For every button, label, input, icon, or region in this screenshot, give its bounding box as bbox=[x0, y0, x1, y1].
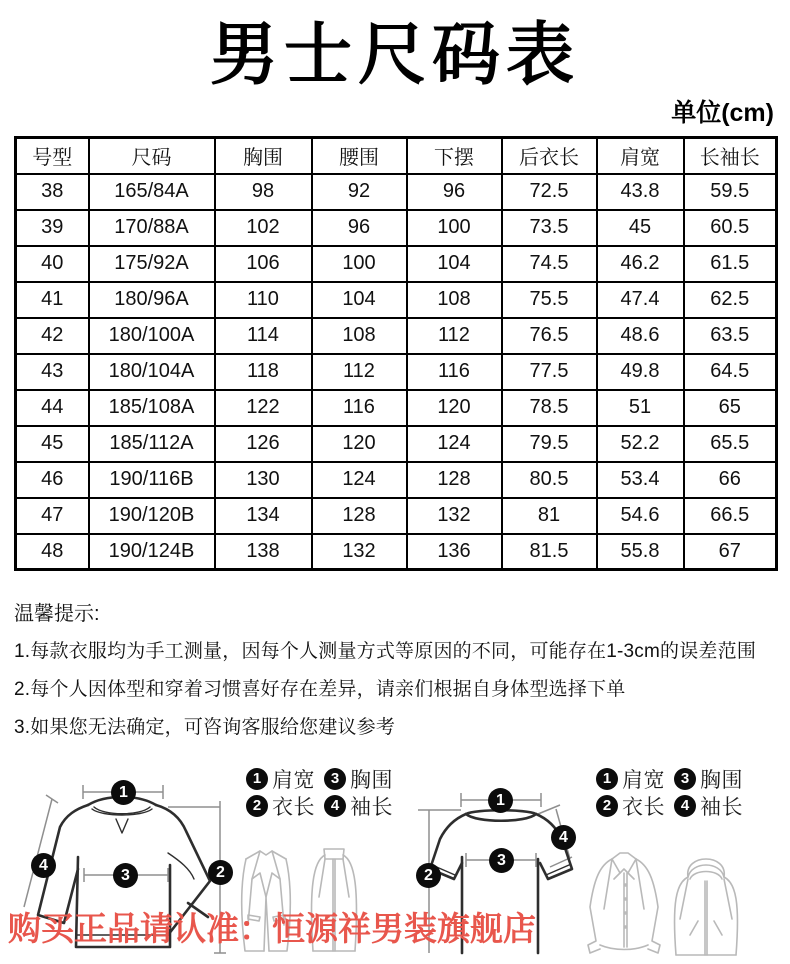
table-cell: 47 bbox=[16, 498, 89, 534]
legend-label: 袖长 bbox=[350, 795, 393, 819]
legend-label: 胸围 bbox=[700, 768, 743, 792]
size-table bbox=[14, 136, 778, 571]
legend-label: 肩宽 bbox=[272, 768, 315, 792]
table-cell: 180/100A bbox=[89, 318, 215, 354]
table-cell: 38 bbox=[16, 174, 89, 210]
size-table-body bbox=[16, 174, 777, 570]
column-header: 胸围 bbox=[215, 138, 312, 174]
legend-label: 袖长 bbox=[700, 795, 743, 819]
table-cell: 59.5 bbox=[684, 174, 777, 210]
marker-shoulder: 1 bbox=[111, 780, 136, 805]
table-cell: 66 bbox=[684, 462, 777, 498]
table-cell: 102 bbox=[215, 210, 312, 246]
table-cell: 44 bbox=[16, 390, 89, 426]
table-cell: 54.6 bbox=[597, 498, 684, 534]
hoodie-sketch bbox=[666, 843, 746, 964]
table-cell: 63.5 bbox=[684, 318, 777, 354]
table-cell: 98 bbox=[215, 174, 312, 210]
table-cell: 106 bbox=[215, 246, 312, 282]
table-cell: 81.5 bbox=[502, 534, 597, 570]
tip-line: 3.如果您无法确定，可咨询客服给您建议参考 bbox=[14, 717, 396, 738]
column-header: 下摆 bbox=[407, 138, 502, 174]
tips-section bbox=[14, 595, 790, 747]
table-cell: 67 bbox=[684, 534, 777, 570]
table-cell: 51 bbox=[597, 390, 684, 426]
table-cell: 190/116B bbox=[89, 462, 215, 498]
number-badge-icon: 4 bbox=[674, 795, 696, 817]
marker-length: 2 bbox=[208, 860, 233, 885]
table-cell: 136 bbox=[407, 534, 502, 570]
column-header: 号型 bbox=[16, 138, 89, 174]
table-cell: 49.8 bbox=[597, 354, 684, 390]
table-row bbox=[16, 318, 777, 354]
column-header: 肩宽 bbox=[597, 138, 684, 174]
measure-legend bbox=[596, 765, 752, 819]
table-cell: 43 bbox=[16, 354, 89, 390]
table-cell: 180/104A bbox=[89, 354, 215, 390]
table-row bbox=[16, 462, 777, 498]
number-badge-icon: 1 bbox=[596, 768, 618, 790]
number-badge-icon: 2 bbox=[246, 795, 268, 817]
table-cell: 45 bbox=[597, 210, 684, 246]
table-cell: 77.5 bbox=[502, 354, 597, 390]
legend-item bbox=[246, 764, 315, 794]
table-cell: 47.4 bbox=[597, 282, 684, 318]
page-title: 男士尺码表 bbox=[209, 17, 580, 93]
table-cell: 132 bbox=[407, 498, 502, 534]
marker-sleeve: 4 bbox=[31, 853, 56, 878]
table-cell: 128 bbox=[312, 498, 407, 534]
marker-chest: 3 bbox=[489, 848, 514, 873]
table-cell: 175/92A bbox=[89, 246, 215, 282]
legend-label: 衣长 bbox=[272, 795, 315, 819]
table-cell: 185/108A bbox=[89, 390, 215, 426]
table-row bbox=[16, 426, 777, 462]
table-cell: 118 bbox=[215, 354, 312, 390]
measure-legend bbox=[246, 765, 402, 819]
table-cell: 52.2 bbox=[597, 426, 684, 462]
table-cell: 72.5 bbox=[502, 174, 597, 210]
table-cell: 75.5 bbox=[502, 282, 597, 318]
marker-sleeve: 4 bbox=[551, 825, 576, 850]
table-cell: 190/124B bbox=[89, 534, 215, 570]
table-cell: 126 bbox=[215, 426, 312, 462]
table-cell: 128 bbox=[407, 462, 502, 498]
legend-item bbox=[596, 764, 665, 794]
legend-item bbox=[324, 764, 393, 794]
table-cell: 120 bbox=[407, 390, 502, 426]
table-cell: 78.5 bbox=[502, 390, 597, 426]
table-cell: 39 bbox=[16, 210, 89, 246]
table-row bbox=[16, 354, 777, 390]
table-cell: 134 bbox=[215, 498, 312, 534]
table-cell: 132 bbox=[312, 534, 407, 570]
legend-item bbox=[246, 791, 315, 821]
table-cell: 55.8 bbox=[597, 534, 684, 570]
table-cell: 108 bbox=[312, 318, 407, 354]
column-header: 腰围 bbox=[312, 138, 407, 174]
number-badge-icon: 4 bbox=[324, 795, 346, 817]
table-cell: 185/112A bbox=[89, 426, 215, 462]
table-cell: 74.5 bbox=[502, 246, 597, 282]
marker-length: 2 bbox=[416, 863, 441, 888]
table-cell: 165/84A bbox=[89, 174, 215, 210]
legend-label: 胸围 bbox=[350, 768, 393, 792]
table-cell: 76.5 bbox=[502, 318, 597, 354]
table-cell: 104 bbox=[312, 282, 407, 318]
table-cell: 46 bbox=[16, 462, 89, 498]
number-badge-icon: 3 bbox=[674, 768, 696, 790]
table-row bbox=[16, 498, 777, 534]
table-cell: 92 bbox=[312, 174, 407, 210]
table-row bbox=[16, 282, 777, 318]
table-cell: 43.8 bbox=[597, 174, 684, 210]
authenticity-notice: 购买正品请认准：恒源祥男装旗舰店 bbox=[8, 910, 536, 947]
table-cell: 65 bbox=[684, 390, 777, 426]
column-header: 长袖长 bbox=[684, 138, 777, 174]
table-cell: 116 bbox=[407, 354, 502, 390]
table-row bbox=[16, 534, 777, 570]
tips-list bbox=[14, 633, 790, 747]
table-cell: 100 bbox=[407, 210, 502, 246]
table-cell: 79.5 bbox=[502, 426, 597, 462]
legend-label: 衣长 bbox=[622, 795, 665, 819]
tip-line: 2.每个人因体型和穿着习惯喜好存在差异，请亲们根据自身体型选择下单 bbox=[14, 679, 626, 700]
table-row bbox=[16, 246, 777, 282]
legend-item bbox=[324, 791, 393, 821]
table-cell: 62.5 bbox=[684, 282, 777, 318]
legend-item bbox=[674, 764, 743, 794]
table-cell: 170/88A bbox=[89, 210, 215, 246]
table-cell: 66.5 bbox=[684, 498, 777, 534]
table-row bbox=[16, 390, 777, 426]
table-cell: 120 bbox=[312, 426, 407, 462]
table-cell: 48 bbox=[16, 534, 89, 570]
table-cell: 114 bbox=[215, 318, 312, 354]
column-header: 后衣长 bbox=[502, 138, 597, 174]
table-cell: 112 bbox=[312, 354, 407, 390]
table-row bbox=[16, 174, 777, 210]
marker-chest: 3 bbox=[113, 863, 138, 888]
table-cell: 180/96A bbox=[89, 282, 215, 318]
table-cell: 46.2 bbox=[597, 246, 684, 282]
table-cell: 96 bbox=[312, 210, 407, 246]
marker-shoulder: 1 bbox=[488, 788, 513, 813]
table-cell: 73.5 bbox=[502, 210, 597, 246]
tips-heading: 温馨提示: bbox=[14, 603, 100, 625]
table-cell: 65.5 bbox=[684, 426, 777, 462]
table-cell: 40 bbox=[16, 246, 89, 282]
table-cell: 80.5 bbox=[502, 462, 597, 498]
table-cell: 41 bbox=[16, 282, 89, 318]
number-badge-icon: 2 bbox=[596, 795, 618, 817]
table-cell: 124 bbox=[312, 462, 407, 498]
diagram-section bbox=[0, 753, 790, 964]
table-cell: 64.5 bbox=[684, 354, 777, 390]
column-header: 尺码 bbox=[89, 138, 215, 174]
table-cell: 96 bbox=[407, 174, 502, 210]
table-cell: 116 bbox=[312, 390, 407, 426]
table-row bbox=[16, 210, 777, 246]
legend-item bbox=[596, 791, 665, 821]
table-cell: 190/120B bbox=[89, 498, 215, 534]
unit-label: 单位(cm) bbox=[671, 99, 774, 127]
table-cell: 110 bbox=[215, 282, 312, 318]
legend-label: 肩宽 bbox=[622, 768, 665, 792]
size-table-header-row bbox=[16, 138, 777, 174]
table-cell: 138 bbox=[215, 534, 312, 570]
table-cell: 48.6 bbox=[597, 318, 684, 354]
number-badge-icon: 3 bbox=[324, 768, 346, 790]
table-cell: 100 bbox=[312, 246, 407, 282]
table-cell: 112 bbox=[407, 318, 502, 354]
table-cell: 108 bbox=[407, 282, 502, 318]
table-cell: 122 bbox=[215, 390, 312, 426]
number-badge-icon: 1 bbox=[246, 768, 268, 790]
table-cell: 124 bbox=[407, 426, 502, 462]
table-cell: 104 bbox=[407, 246, 502, 282]
shirt-sketch bbox=[584, 849, 664, 964]
table-cell: 81 bbox=[502, 498, 597, 534]
tip-line: 1.每款衣服均为手工测量，因每个人测量方式等原因的不同，可能存在1-3cm的误差范围 bbox=[14, 641, 757, 662]
table-cell: 45 bbox=[16, 426, 89, 462]
table-cell: 61.5 bbox=[684, 246, 777, 282]
table-cell: 53.4 bbox=[597, 462, 684, 498]
table-cell: 42 bbox=[16, 318, 89, 354]
table-cell: 130 bbox=[215, 462, 312, 498]
legend-item bbox=[674, 791, 743, 821]
table-cell: 60.5 bbox=[684, 210, 777, 246]
